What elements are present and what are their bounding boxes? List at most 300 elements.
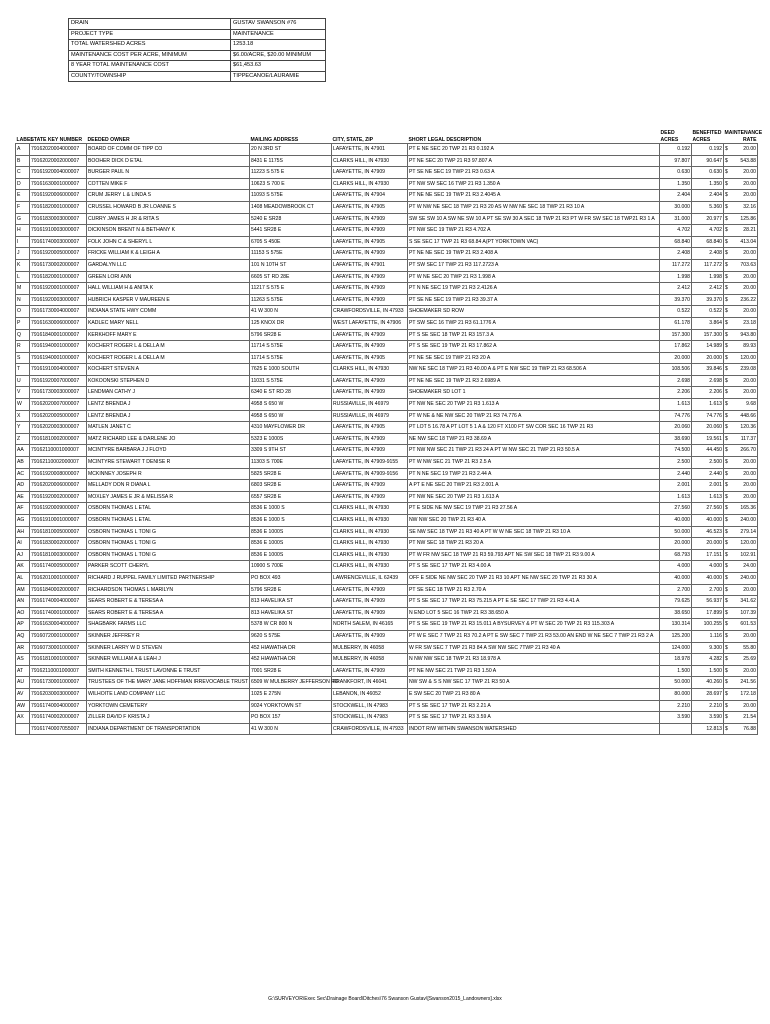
maintenance-rate bbox=[724, 503, 758, 515]
currency-symbol: $ bbox=[725, 203, 728, 210]
state-key-number: 79161920008000007 bbox=[30, 468, 87, 480]
table-row bbox=[16, 155, 758, 167]
deed-acres: 50.000 bbox=[660, 677, 692, 689]
deeded-owner: CURRY JAMES H JR & RITA S bbox=[87, 213, 250, 225]
state-key-number: 79160720001000007 bbox=[30, 630, 87, 642]
row-label: M bbox=[16, 283, 30, 295]
table-row bbox=[16, 399, 758, 411]
row-label: AM bbox=[16, 584, 30, 596]
col-city: CITY, STATE, ZIP bbox=[332, 130, 408, 144]
state-key-number: 79161820001000007 bbox=[30, 201, 87, 213]
row-label: Y bbox=[16, 422, 30, 434]
row-label: L bbox=[16, 271, 30, 283]
city-state-zip: CLARKS HILL, IN 47930 bbox=[332, 178, 408, 190]
benefited-acres: 5.360 bbox=[692, 201, 724, 213]
city-state-zip: LAFAYETTE, IN 47909 bbox=[332, 213, 408, 225]
rate-amount: 543.88 bbox=[740, 157, 756, 164]
currency-symbol: $ bbox=[725, 192, 728, 199]
table-row bbox=[16, 317, 758, 329]
table-row bbox=[16, 422, 758, 434]
maintenance-rate bbox=[724, 619, 758, 631]
col-legal: SHORT LEGAL DESCRIPTION bbox=[408, 130, 660, 144]
state-key-number: 79161810002000007 bbox=[30, 433, 87, 445]
currency-symbol: $ bbox=[725, 331, 728, 338]
table-row bbox=[16, 619, 758, 631]
benefited-acres: 9.300 bbox=[692, 642, 724, 654]
deeded-owner: OSBORN THOMAS L TONI G bbox=[87, 526, 250, 538]
currency-symbol: $ bbox=[725, 227, 728, 234]
row-label: U bbox=[16, 375, 30, 387]
project-info-row bbox=[69, 61, 326, 72]
row-label: AF bbox=[16, 503, 30, 515]
deeded-owner: BOARD OF COMM OF TIPP CO bbox=[87, 144, 250, 156]
deeded-owner: RICHARD J RUPPEL FAMILY LIMITED PARTNERSHIP bbox=[87, 572, 250, 584]
maintenance-rate bbox=[724, 723, 758, 735]
deed-acres: 0.192 bbox=[660, 144, 692, 156]
deed-acres: 39.370 bbox=[660, 294, 692, 306]
currency-symbol: $ bbox=[725, 238, 728, 245]
deed-acres: 1.350 bbox=[660, 178, 692, 190]
mailing-address: 6705 S 450E bbox=[250, 236, 332, 248]
deeded-owner: BURGER PAUL N bbox=[87, 167, 250, 179]
row-label: F bbox=[16, 201, 30, 213]
deeded-owner: FRICKE WILLIAM K & LEIGH A bbox=[87, 248, 250, 260]
benefited-acres: 0.522 bbox=[692, 306, 724, 318]
currency-symbol: $ bbox=[725, 146, 728, 152]
state-key-number: 79161740007055007 bbox=[30, 723, 87, 735]
benefited-acres: 19.561 bbox=[692, 433, 724, 445]
currency-symbol: $ bbox=[725, 586, 728, 593]
row-label: AW bbox=[16, 700, 30, 712]
benefited-acres: 4.282 bbox=[692, 654, 724, 666]
deed-acres: 108.506 bbox=[660, 364, 692, 376]
rate-amount: 20.00 bbox=[743, 273, 756, 280]
project-info-label: DRAIN bbox=[69, 19, 231, 30]
row-label: R bbox=[16, 341, 30, 353]
rate-amount: 20.00 bbox=[743, 459, 756, 466]
mailing-address: 10623 S 700 E bbox=[250, 178, 332, 190]
deed-acres: 1.613 bbox=[660, 491, 692, 503]
row-label: AJ bbox=[16, 549, 30, 561]
city-state-zip: CLARKS HILL, IN 47930 bbox=[332, 538, 408, 550]
table-row bbox=[16, 294, 758, 306]
benefited-acres: 1.613 bbox=[692, 399, 724, 411]
maintenance-rate bbox=[724, 677, 758, 689]
table-row bbox=[16, 515, 758, 527]
deed-acres: 61.178 bbox=[660, 317, 692, 329]
city-state-zip: CLARKS HILL, IN 47930 bbox=[332, 561, 408, 573]
legal-description: NE NW SEC 18 TWP 21 R3 38.69 A bbox=[408, 433, 660, 445]
project-info-label: COUNTY/TOWNSHIP bbox=[69, 71, 231, 82]
legal-description: PT SW SEC 16 TWP 21 R3 61.1776 A bbox=[408, 317, 660, 329]
state-key-number: 79161740004000007 bbox=[30, 700, 87, 712]
deed-acres: 50.000 bbox=[660, 526, 692, 538]
benefited-acres: 40.000 bbox=[692, 572, 724, 584]
mailing-address: 452 HIAWATHA DR bbox=[250, 654, 332, 666]
city-state-zip: STOCKWELL, IN 47983 bbox=[332, 700, 408, 712]
city-state-zip: LAFAYETTE, IN 47909 bbox=[332, 294, 408, 306]
deed-acres: 31.000 bbox=[660, 213, 692, 225]
deeded-owner: WILHOITE LAND COMPANY LLC bbox=[87, 688, 250, 700]
row-label: W bbox=[16, 399, 30, 411]
project-info-value: 1253.18 bbox=[231, 40, 326, 51]
maintenance-rate bbox=[724, 561, 758, 573]
currency-symbol: $ bbox=[725, 319, 728, 326]
city-state-zip: LAFAYETTE, IN 47909 bbox=[332, 387, 408, 399]
city-state-zip: LAFAYETTE, IN 47905 bbox=[332, 201, 408, 213]
rate-amount: 25.69 bbox=[743, 656, 756, 663]
table-row bbox=[16, 630, 758, 642]
legal-description: PT S SE SEC 19 TWP 21 R3 15.011 A BYSURVEY & PT W SEC 20 TWP 21 R3 115.303 A bbox=[408, 619, 660, 631]
benefited-acres: 2.700 bbox=[692, 584, 724, 596]
mailing-address: 11714 S 575E bbox=[250, 341, 332, 353]
project-info-value: GUSTAV SWANSON #76 bbox=[231, 19, 326, 30]
rate-amount: 20.00 bbox=[743, 377, 756, 384]
row-label: AK bbox=[16, 561, 30, 573]
state-key-number: 79161920002000007 bbox=[30, 491, 87, 503]
legal-description: PT W FR NW SEC 18 TWP 21 R3 59.793 APT NE SW SEC 18 TWP 21 R3 9.00 A bbox=[408, 549, 660, 561]
deeded-owner: BOOHER DICK D ETAL bbox=[87, 155, 250, 167]
benefited-acres: 2.206 bbox=[692, 387, 724, 399]
maintenance-rate bbox=[724, 283, 758, 295]
benefited-acres: 27.560 bbox=[692, 503, 724, 515]
mailing-address: 9620 S 575E bbox=[250, 630, 332, 642]
mailing-address: 9024 YORKTOWN ST bbox=[250, 700, 332, 712]
project-info-value: TIPPECANOE/LAURAMIE bbox=[231, 71, 326, 82]
benefited-acres: 1.998 bbox=[692, 271, 724, 283]
rate-amount: 266.70 bbox=[740, 447, 756, 454]
mailing-address: 6340 E ST RD 28 bbox=[250, 387, 332, 399]
rate-amount: 241.56 bbox=[740, 679, 756, 686]
maintenance-rate bbox=[724, 387, 758, 399]
state-key-number: 79161630006000007 bbox=[30, 317, 87, 329]
currency-symbol: $ bbox=[725, 459, 728, 466]
benefited-acres: 2.408 bbox=[692, 248, 724, 260]
deeded-owner: KOCHERT ROGER L & DELLA M bbox=[87, 352, 250, 364]
rate-amount: 601.53 bbox=[740, 621, 756, 628]
city-state-zip: LAFAYETTE, IN 47905 bbox=[332, 236, 408, 248]
project-info-row bbox=[69, 29, 326, 40]
benefited-acres: 28.697 bbox=[692, 688, 724, 700]
currency-symbol: $ bbox=[725, 401, 728, 408]
row-label: H bbox=[16, 225, 30, 237]
row-label: K bbox=[16, 259, 30, 271]
legal-description: PT NW SEC 19 TWP 21 R3 4.702 A bbox=[408, 225, 660, 237]
benefited-acres: 2.440 bbox=[692, 468, 724, 480]
currency-symbol: $ bbox=[725, 366, 728, 373]
deed-acres: 0.630 bbox=[660, 167, 692, 179]
legal-description: OFF E SIDE NE NW SEC 20 TWP 21 R3 10 APT NE NW SEC 20 TWP 21 R3 30 A bbox=[408, 572, 660, 584]
rate-amount: 102.91 bbox=[740, 551, 756, 558]
legal-description: NW NW SEC 20 TWP 21 R3 40 A bbox=[408, 515, 660, 527]
state-key-number: 79161810001000007 bbox=[30, 654, 87, 666]
city-state-zip: CLARKS HILL, IN 47930 bbox=[332, 515, 408, 527]
deed-acres: 2.440 bbox=[660, 468, 692, 480]
landowner-table bbox=[15, 130, 763, 735]
maintenance-rate bbox=[724, 584, 758, 596]
currency-symbol: $ bbox=[725, 574, 728, 581]
row-label: AG bbox=[16, 515, 30, 527]
benefited-acres: 44.450 bbox=[692, 445, 724, 457]
legal-description: PT NE NE SEC 19 TWP 21 R3 2.6989 A bbox=[408, 375, 660, 387]
deed-acres: 18.978 bbox=[660, 654, 692, 666]
row-label: P bbox=[16, 317, 30, 329]
benefited-acres: 0.630 bbox=[692, 167, 724, 179]
legal-description: PT NE NW SEC 21 TWP 21 R3 1.50 A bbox=[408, 665, 660, 677]
deeded-owner: GARDALYN LLC bbox=[87, 259, 250, 271]
state-key-number: 79162020003000007 bbox=[30, 422, 87, 434]
city-state-zip: LAFAYETTE, IN 47905 bbox=[332, 352, 408, 364]
rate-amount: 240.00 bbox=[740, 517, 756, 523]
maintenance-rate bbox=[724, 422, 758, 434]
rate-amount: 341.62 bbox=[740, 598, 756, 605]
deeded-owner: KOKOONSKI STEPHEN D bbox=[87, 375, 250, 387]
rate-amount: 120.36 bbox=[740, 424, 756, 431]
deeded-owner: INDIANA DEPARTMENT OF TRANSPORTATION bbox=[87, 723, 250, 735]
city-state-zip: LEBANON, IN 46052 bbox=[332, 688, 408, 700]
deeded-owner: LENDMAN CATHY J bbox=[87, 387, 250, 399]
benefited-acres: 39.370 bbox=[692, 294, 724, 306]
benefited-acres: 1.613 bbox=[692, 491, 724, 503]
deeded-owner: KADLEC MARY NELL bbox=[87, 317, 250, 329]
table-row bbox=[16, 642, 758, 654]
row-label: C bbox=[16, 167, 30, 179]
row-label: AP bbox=[16, 619, 30, 631]
deeded-owner: OSBORN THOMAS L ETAL bbox=[87, 515, 250, 527]
city-state-zip: LAFAYETTE, IN 47909 bbox=[332, 607, 408, 619]
deed-acres: 2.500 bbox=[660, 457, 692, 469]
table-row bbox=[16, 700, 758, 712]
row-label: D bbox=[16, 178, 30, 190]
table-row bbox=[16, 364, 758, 376]
mailing-address: 3309 S 9TH ST bbox=[250, 445, 332, 457]
mailing-address: 11217 S 575 E bbox=[250, 283, 332, 295]
currency-symbol: $ bbox=[725, 667, 728, 674]
mailing-address: 452 HIAWATHA DR bbox=[250, 642, 332, 654]
mailing-address: 101 N 10TH ST bbox=[250, 259, 332, 271]
city-state-zip: LAWRENCEVILLE, IL 62439 bbox=[332, 572, 408, 584]
benefited-acres: 20.060 bbox=[692, 422, 724, 434]
currency-symbol: $ bbox=[725, 644, 728, 651]
legal-description: PT NW SW SEC 16 TWP 21 R3 1.350 A bbox=[408, 178, 660, 190]
city-state-zip: LAFAYETTE, IN 47909 bbox=[332, 665, 408, 677]
table-row bbox=[16, 584, 758, 596]
legal-description: SHOEMAKER SD LOT 1 bbox=[408, 387, 660, 399]
currency-symbol: $ bbox=[725, 470, 728, 477]
row-label: AI bbox=[16, 538, 30, 550]
row-label: A bbox=[16, 144, 30, 156]
table-row bbox=[16, 433, 758, 445]
currency-symbol: $ bbox=[725, 714, 728, 721]
table-row bbox=[16, 213, 758, 225]
rate-amount: 20.00 bbox=[743, 493, 756, 500]
maintenance-rate bbox=[724, 225, 758, 237]
project-info-label: 8 YEAR TOTAL MAINTENANCE COST bbox=[69, 61, 231, 72]
column-header-row bbox=[16, 130, 758, 144]
city-state-zip: LAFAYETTE, IN 47909-9155 bbox=[332, 457, 408, 469]
benefited-acres: 117.272 bbox=[692, 259, 724, 271]
deed-acres: 125.200 bbox=[660, 630, 692, 642]
deed-acres bbox=[660, 723, 692, 735]
city-state-zip: CRAWFORDSVILLE, IN 47933 bbox=[332, 723, 408, 735]
mailing-address: 20 N 3RD ST bbox=[250, 144, 332, 156]
legal-description: PT NW NW SEC 21 TWP 21 R3 24 A PT W NW SEC 21 TWP 21 R3 50.5 A bbox=[408, 445, 660, 457]
rate-amount: 76.88 bbox=[743, 725, 756, 732]
legal-description: PT W NE SEC 20 TWP 21 R3 1.998 A bbox=[408, 271, 660, 283]
table-row bbox=[16, 259, 758, 271]
deed-acres: 1.500 bbox=[660, 665, 692, 677]
legal-description: SE NW SEC 18 TWP 21 R3 40 A PT W W NE SEC 18 TWP 21 R3 10 A bbox=[408, 526, 660, 538]
mailing-address: 8536 E 1000S bbox=[250, 526, 332, 538]
legal-description: PT SW SEC 17 TWP 21 R3 117.2723 A bbox=[408, 259, 660, 271]
currency-symbol: $ bbox=[725, 505, 728, 512]
maintenance-rate bbox=[724, 155, 758, 167]
mailing-address: PO BOX 157 bbox=[250, 712, 332, 724]
deed-acres: 40.000 bbox=[660, 572, 692, 584]
maintenance-rate bbox=[724, 665, 758, 677]
rate-amount: 20.00 bbox=[743, 632, 756, 639]
table-row bbox=[16, 480, 758, 492]
rate-amount: 9.68 bbox=[746, 401, 756, 408]
deeded-owner: MELLADY DON R DIANA L bbox=[87, 480, 250, 492]
currency-symbol: $ bbox=[725, 285, 728, 292]
currency-symbol: $ bbox=[725, 621, 728, 628]
benefited-acres: 20.000 bbox=[692, 538, 724, 550]
maintenance-rate bbox=[724, 445, 758, 457]
city-state-zip: LAFAYETTE, IN 47909 bbox=[332, 480, 408, 492]
mailing-address: 5796 SR28 E bbox=[250, 584, 332, 596]
currency-symbol: $ bbox=[725, 169, 728, 176]
benefited-acres: 20.000 bbox=[692, 352, 724, 364]
deed-acres: 4.702 bbox=[660, 225, 692, 237]
legal-description: SHOEMAKER SD ROW bbox=[408, 306, 660, 318]
city-state-zip: LAFAYETTE, IN 47909 bbox=[332, 341, 408, 353]
mailing-address: 8431 E 1175S bbox=[250, 155, 332, 167]
state-key-number: 79161910003000007 bbox=[30, 225, 87, 237]
maintenance-rate bbox=[724, 433, 758, 445]
legal-description: PT N NE SEC 19 TWP 21 R3 2.4126 A bbox=[408, 283, 660, 295]
state-key-number: 79160730001000007 bbox=[30, 642, 87, 654]
rate-amount: 20.00 bbox=[743, 169, 756, 176]
legal-description: PT S SE SEC 17 TWP 21 R3 3.59 A bbox=[408, 712, 660, 724]
legal-description: PT S SE SEC 18 TWP 21 R3 157.3 A bbox=[408, 329, 660, 341]
maintenance-rate bbox=[724, 329, 758, 341]
currency-symbol: $ bbox=[725, 250, 728, 257]
rate-amount: 20.00 bbox=[743, 146, 756, 152]
row-label: V bbox=[16, 387, 30, 399]
row-label: AS bbox=[16, 654, 30, 666]
deed-acres: 30.000 bbox=[660, 201, 692, 213]
project-info-value: $61,453.63 bbox=[231, 61, 326, 72]
rate-amount: 20.00 bbox=[743, 285, 756, 292]
currency-symbol: $ bbox=[725, 157, 728, 164]
maintenance-rate bbox=[724, 375, 758, 387]
state-key-number: 79161920005000007 bbox=[30, 248, 87, 260]
mailing-address: 11031 S 575E bbox=[250, 375, 332, 387]
table-row bbox=[16, 248, 758, 260]
table-row bbox=[16, 596, 758, 608]
city-state-zip: LAFAYETTE, IN 47909 bbox=[332, 271, 408, 283]
deeded-owner: PARKER SCOTT CHERYL bbox=[87, 561, 250, 573]
maintenance-rate bbox=[724, 526, 758, 538]
mailing-address: 5825 SR28 E bbox=[250, 468, 332, 480]
deed-acres: 157.300 bbox=[660, 329, 692, 341]
benefited-acres: 90.647 bbox=[692, 155, 724, 167]
state-key-number: 79161840002000007 bbox=[30, 584, 87, 596]
deeded-owner: SMITH KENNETH L TRUST LAVONNE E TRUST bbox=[87, 665, 250, 677]
deed-acres: 20.000 bbox=[660, 352, 692, 364]
state-key-number: 79161810005000007 bbox=[30, 526, 87, 538]
deeded-owner: KERKHOFF MARY E bbox=[87, 329, 250, 341]
state-key-number: 79162010001000007 bbox=[30, 572, 87, 584]
city-state-zip: LAFAYETTE, IN 47909 bbox=[332, 248, 408, 260]
mailing-address: 8536 E 1000 S bbox=[250, 515, 332, 527]
city-state-zip: LAFAYETTE, IN 47909 bbox=[332, 225, 408, 237]
row-label: AD bbox=[16, 480, 30, 492]
rate-amount: 89.93 bbox=[743, 343, 756, 350]
mailing-address: 7001 SR28 E bbox=[250, 665, 332, 677]
project-info-row bbox=[69, 71, 326, 82]
city-state-zip: LAFAYETTE, IN 47909 bbox=[332, 445, 408, 457]
rate-amount: 20.00 bbox=[743, 180, 756, 187]
benefited-acres: 12.813 bbox=[692, 723, 724, 735]
table-row bbox=[16, 468, 758, 480]
deeded-owner: COTTEN MIKE F bbox=[87, 178, 250, 190]
col-state-key: STATE KEY NUMBER bbox=[30, 130, 87, 144]
benefited-acres: 0.192 bbox=[692, 144, 724, 156]
row-label: B bbox=[16, 155, 30, 167]
maintenance-rate bbox=[724, 294, 758, 306]
mailing-address: 11223 S 575 E bbox=[250, 167, 332, 179]
legal-description: SW SE SW 10 A SW NE SW 10 A PT SE SW 30 A SEC 18 TWP 21 R3 PT W FR SW SEC 18 TWP21 R3 1 A bbox=[408, 213, 660, 225]
mailing-address: 8536 E 1000 S bbox=[250, 503, 332, 515]
rate-amount: 703.63 bbox=[740, 261, 756, 268]
maintenance-rate bbox=[724, 468, 758, 480]
table-row bbox=[16, 167, 758, 179]
maintenance-rate bbox=[724, 630, 758, 642]
currency-symbol: $ bbox=[725, 598, 728, 605]
benefited-acres: 100.255 bbox=[692, 619, 724, 631]
row-label: T bbox=[16, 364, 30, 376]
maintenance-rate bbox=[724, 201, 758, 213]
table-row bbox=[16, 561, 758, 573]
currency-symbol: $ bbox=[725, 273, 728, 280]
city-state-zip: STOCKWELL, IN 47983 bbox=[332, 712, 408, 724]
deed-acres: 79.625 bbox=[660, 596, 692, 608]
maintenance-rate bbox=[724, 352, 758, 364]
table-row bbox=[16, 190, 758, 202]
table-row bbox=[16, 283, 758, 295]
table-row bbox=[16, 677, 758, 689]
deed-acres: 38.690 bbox=[660, 433, 692, 445]
mailing-address: 8536 E 1000S bbox=[250, 549, 332, 561]
benefited-acres: 3.864 bbox=[692, 317, 724, 329]
legal-description: PT NE SEC 20 TWP 21 R3 97.807 A bbox=[408, 155, 660, 167]
table-row bbox=[16, 526, 758, 538]
mailing-address: 7625 E 1000 SOUTH bbox=[250, 364, 332, 376]
legal-description: INDOT R/W WITHIN SWANSON WATERSHED bbox=[408, 723, 660, 735]
mailing-address: 4958 S 650 W bbox=[250, 399, 332, 411]
legal-description: PT W NW NE SEC 18 TWP 21 R3 20 AS W NW NE SEC 18 TWP 21 R3 10 A bbox=[408, 201, 660, 213]
deed-acres: 20.060 bbox=[660, 422, 692, 434]
table-row bbox=[16, 178, 758, 190]
state-key-number: 79161920009000007 bbox=[30, 503, 87, 515]
rate-amount: 21.54 bbox=[743, 714, 756, 721]
rate-amount: 120.00 bbox=[740, 354, 756, 361]
mailing-address: 4958 S 650 W bbox=[250, 410, 332, 422]
currency-symbol: $ bbox=[725, 482, 728, 489]
deeded-owner: FOLK JOHN C & SHERYL L bbox=[87, 236, 250, 248]
